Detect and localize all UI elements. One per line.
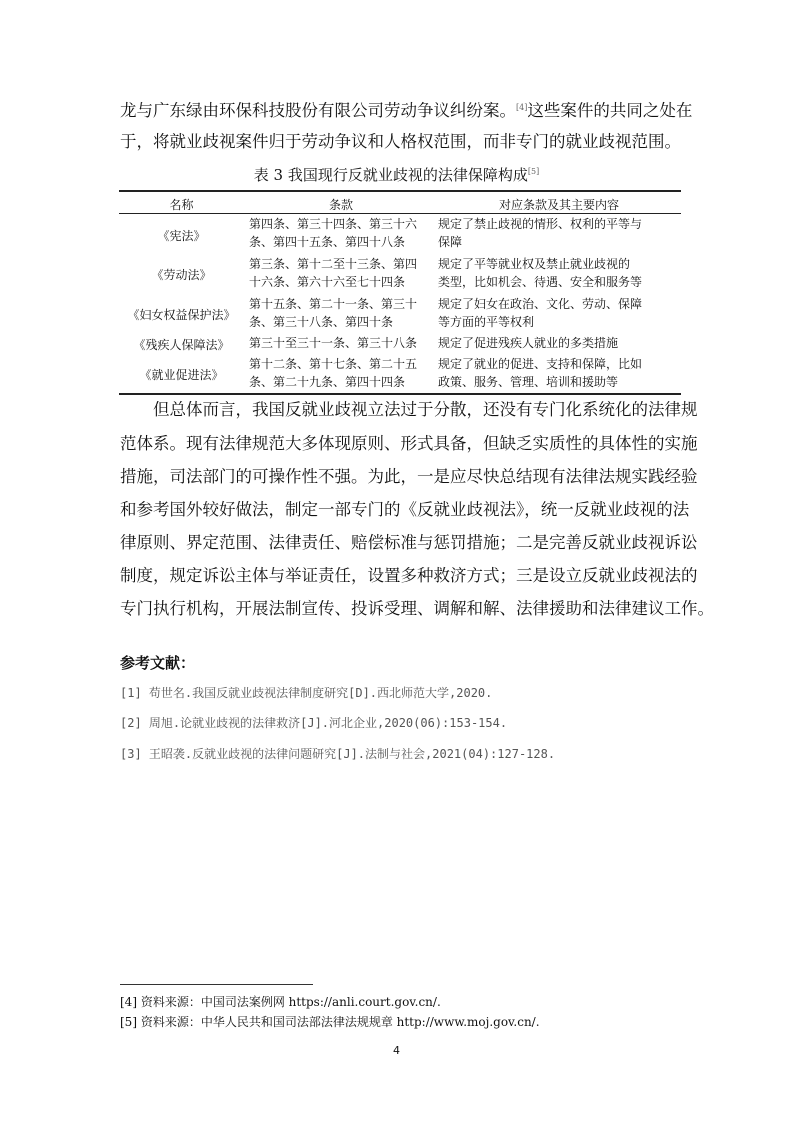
table-row-clauses: 第四条、第三十四条、第三十六 条、第四十五条、第四十八条 bbox=[249, 217, 418, 249]
reference-item: [2] 周旭.论就业歧视的法律救济[J].河北企业,2020(06):153-154. bbox=[120, 716, 508, 730]
body-paragraph-line: 专门执行机构，开展法制宣传、投诉受理、调解和解、法律援助和法律建议工作。 bbox=[120, 599, 714, 618]
reference-item: [1] 苟世名.我国反就业歧视法律制度研究[D].西北师范大学,2020. bbox=[120, 686, 493, 700]
table-row-name: 《就业促进法》 bbox=[139, 368, 224, 382]
table-row-clauses: 第十二条、第十七条、第二十五 条、第二十九条、第四十四条 bbox=[249, 357, 418, 389]
references-heading: 参考文献： bbox=[120, 654, 196, 672]
body-line-1 bbox=[120, 98, 693, 121]
body-paragraph-line: 制度，规定诉讼主体与举证责任，设置多种救济方式；三是设立反就业歧视法的 bbox=[120, 566, 698, 585]
footnote-ref-5[interactable]: [5] bbox=[527, 167, 540, 176]
body-paragraph-line: 措施，司法部门的可操作性不强。为此，一是应尽快总结现有法律法规实践经验 bbox=[120, 467, 698, 486]
table-bottom-rule bbox=[119, 393, 681, 395]
table-row-name: 《宪法》 bbox=[157, 229, 206, 243]
body-line-1-tail: 这些案件的共同之处在 bbox=[527, 101, 693, 120]
footnote-divider bbox=[120, 984, 313, 985]
table-header-clauses: 条款 bbox=[328, 198, 353, 212]
body-line-2: 于，将就业歧视案件归于劳动争议和人格权范围，而非专门的就业歧视范围。 bbox=[120, 132, 681, 151]
table-row-content: 规定了促进残疾人就业的多类措施 bbox=[438, 336, 619, 350]
table-caption-text: 表 3 我国现行反就业歧视的法律保障构成 bbox=[253, 166, 528, 184]
footnote-ref-4[interactable]: [4] bbox=[516, 103, 528, 112]
body-paragraph-line: 律原则、界定范围、法律责任、赔偿标准与惩罚措施；二是完善反就业歧视诉讼 bbox=[120, 533, 698, 552]
table-row-name: 《劳动法》 bbox=[151, 268, 212, 282]
table-row-clauses: 第三条、第十二至十三条、第四 十六条、第六十六至七十四条 bbox=[249, 257, 418, 289]
body-paragraph-line: 范体系。现有法律规范大多体现原则、形式具备，但缺乏实质性的具体性的实施 bbox=[120, 434, 698, 453]
table-header-name: 名称 bbox=[169, 198, 194, 212]
table-top-rule bbox=[119, 190, 681, 192]
table-row-content: 规定了平等就业权及禁止就业歧视的 类型，比如机会、待遇、安全和服务等 bbox=[438, 257, 643, 289]
table-row-content: 规定了禁止歧视的情形、权利的平等与 保障 bbox=[438, 217, 643, 249]
page-number: 4 bbox=[393, 1044, 400, 1057]
table-header-content: 对应条款及其主要内容 bbox=[498, 198, 619, 212]
body-paragraph-line: 和参考国外较好做法，制定一部专门的《反就业歧视法》，统一反就业歧视的法 bbox=[120, 500, 690, 519]
body-paragraph-line: 但总体而言，我国反就业歧视立法过于分散，还没有专门化系统化的法律规 bbox=[120, 400, 698, 419]
table-row-clauses: 第三十至三十一条、第三十八条 bbox=[249, 336, 418, 350]
table-caption bbox=[0, 164, 793, 185]
table-row-name: 《残疾人保障法》 bbox=[133, 338, 230, 352]
footnote-item: [4] 资料来源：中国司法案例网 https://anli.court.gov.cn/. bbox=[120, 995, 441, 1009]
table-row-content: 规定了妇女在政治、文化、劳动、保障 等方面的平等权利 bbox=[438, 297, 643, 329]
table-row-content: 规定了就业的促进、支持和保障，比如 政策、服务、管理、培训和援助等 bbox=[438, 357, 643, 389]
reference-item: [3] 王昭袭.反就业歧视的法律问题研究[J].法制与社会,2021(04):127-128. bbox=[120, 747, 556, 761]
table-row-name: 《妇女权益保护法》 bbox=[127, 308, 236, 322]
body-line-1-text: 龙与广东绿由环保科技股份有限公司劳动争议纠纷案。 bbox=[120, 101, 516, 120]
table-row-clauses: 第十五条、第二十一条、第三十 条、第三十八条、第四十条 bbox=[249, 297, 418, 329]
table-header-rule bbox=[119, 213, 681, 214]
footnote-item: [5] 资料来源：中华人民共和国司法部法律法规规章 http://www.moj.gov.cn/. bbox=[120, 1015, 540, 1029]
